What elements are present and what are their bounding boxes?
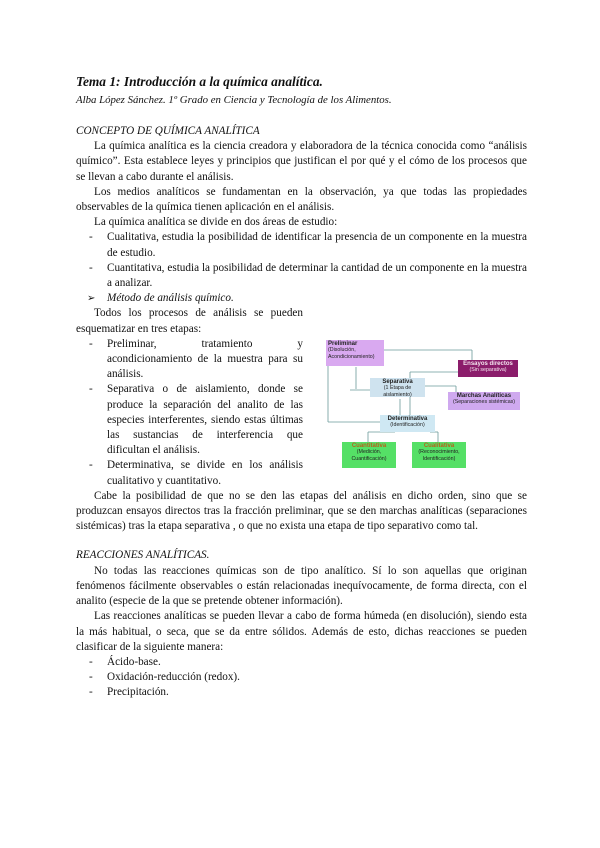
list-item: - Preliminar, tratamiento y acondicionamiento de la muestra para su análisis. — [76, 337, 303, 383]
determinativa-sub: (Identificación) — [390, 422, 425, 429]
cuantitativa-title: Cuantitativa — [351, 443, 387, 449]
section-heading-concepto: CONCEPTO DE QUÍMICA ANALÍTICA — [76, 125, 260, 137]
list-item: - Cuantitativa, estudia la posibilidad de determinar la cantidad de un componente en la muestra a analizar. — [76, 261, 527, 291]
paragraph: La química analítica es la ciencia creadora y elaboradora de la técnica conocida como “análisis químico”. Esta establece leyes y principios que justifican el por qué y el cómo de los procesos que se llevan a cabo durante el análisis. — [76, 140, 527, 183]
marchas-sub: (Separaciones sistémicas) — [452, 399, 516, 406]
determinativa-box — [380, 415, 435, 432]
paragraph: Todos los procesos de análisis se pueden esquematizar en tres etapas: — [76, 307, 303, 335]
method-heading-text: Método de análisis químico. — [107, 292, 234, 305]
preliminar-sub: (Disolución, Acondicionamiento) — [328, 347, 375, 360]
stages-column — [76, 306, 303, 488]
document-title: Tema 1: Introducción a la química analítica. — [76, 74, 323, 89]
list-item: - Separativa o de aislamiento, donde se produce la separación del analito de las especies interferentes, siendo estas últimas las sustancias de interferencia que dificultan el análisis. — [76, 382, 303, 458]
list-item: - Determinativa, se divide en los análisis cualitativo y cuantitativo. — [76, 458, 303, 488]
cuantitativa-sub: (Medición, Cuantificación) — [351, 449, 387, 462]
arrow-bullet-icon: ➢ — [87, 293, 96, 305]
paragraph: No todas las reacciones químicas son de tipo analítico. Sí lo son aquellas que originan fenómenos fácilmente observables o están relacionadas inequívocamente, de forma directa, con el analito (especie de la que se pretende obtener información). — [76, 564, 527, 608]
analysis-stages-diagram — [320, 334, 520, 470]
ensayos-sub: (Sin separativa) — [469, 367, 507, 374]
list-item: - Cualitativa, estudia la posibilidad de identificar la presencia de un componente en la muestra de estudio. — [76, 230, 527, 260]
paragraph: La química analítica se divide en dos áreas de estudio: — [94, 216, 338, 229]
cualitativa-sub: (Reconocimiento, Identificación) — [418, 449, 460, 462]
cuantitativa-box — [342, 442, 396, 468]
preliminar-title: Preliminar — [328, 341, 358, 347]
list-item: - Precipitación. — [76, 685, 527, 700]
method-heading — [76, 291, 527, 306]
marchas-analiticas-box — [448, 392, 520, 410]
preliminar-box — [326, 340, 384, 366]
determinativa-title: Determinativa — [387, 416, 428, 422]
ensayos-directos-box — [458, 360, 518, 377]
marchas-title: Marchas Analíticas — [456, 393, 512, 399]
separativa-title: Separativa — [382, 379, 413, 385]
list-item: - Ácido-base. — [76, 655, 527, 670]
paragraph: Las reacciones analíticas se pueden llevar a cabo de forma húmeda (en disolución), siendo esta la más habitual, o seca, que se da entre sólidos. Además de esto, dichas reacciones se pueden clasificar de la siguiente manera: — [76, 610, 527, 653]
cualitativa-box — [412, 442, 466, 468]
cualitativa-title: Cualitativa — [423, 443, 455, 449]
separativa-sub: (1 Etapa de aislamiento) — [383, 385, 412, 398]
paragraph: Los medios analíticos se fundamentan en la observación, ya que todas las propiedades observables de la química tienen aplicación en el análisis. — [76, 185, 527, 214]
author-line: Alba López Sánchez. 1º Grado en Ciencia y Tecnología de los Alimentos. — [76, 94, 392, 106]
paragraph: Cabe la posibilidad de que no se den las etapas del análisis en dicho orden, sino que se produzcan ensayos directos tras la fracción preliminar, que se den marchas analíticas (separaciones sistémicas) tras la etapa separativa , o que no exista una etapa de tipo separativo como tal. — [76, 489, 527, 533]
ensayos-title: Ensayos directos — [463, 361, 513, 367]
separativa-box — [370, 378, 425, 397]
section-heading-reacciones: REACCIONES ANALÍTICAS. — [76, 549, 210, 562]
list-item: - Oxidación-reducción (redox). — [76, 670, 527, 685]
